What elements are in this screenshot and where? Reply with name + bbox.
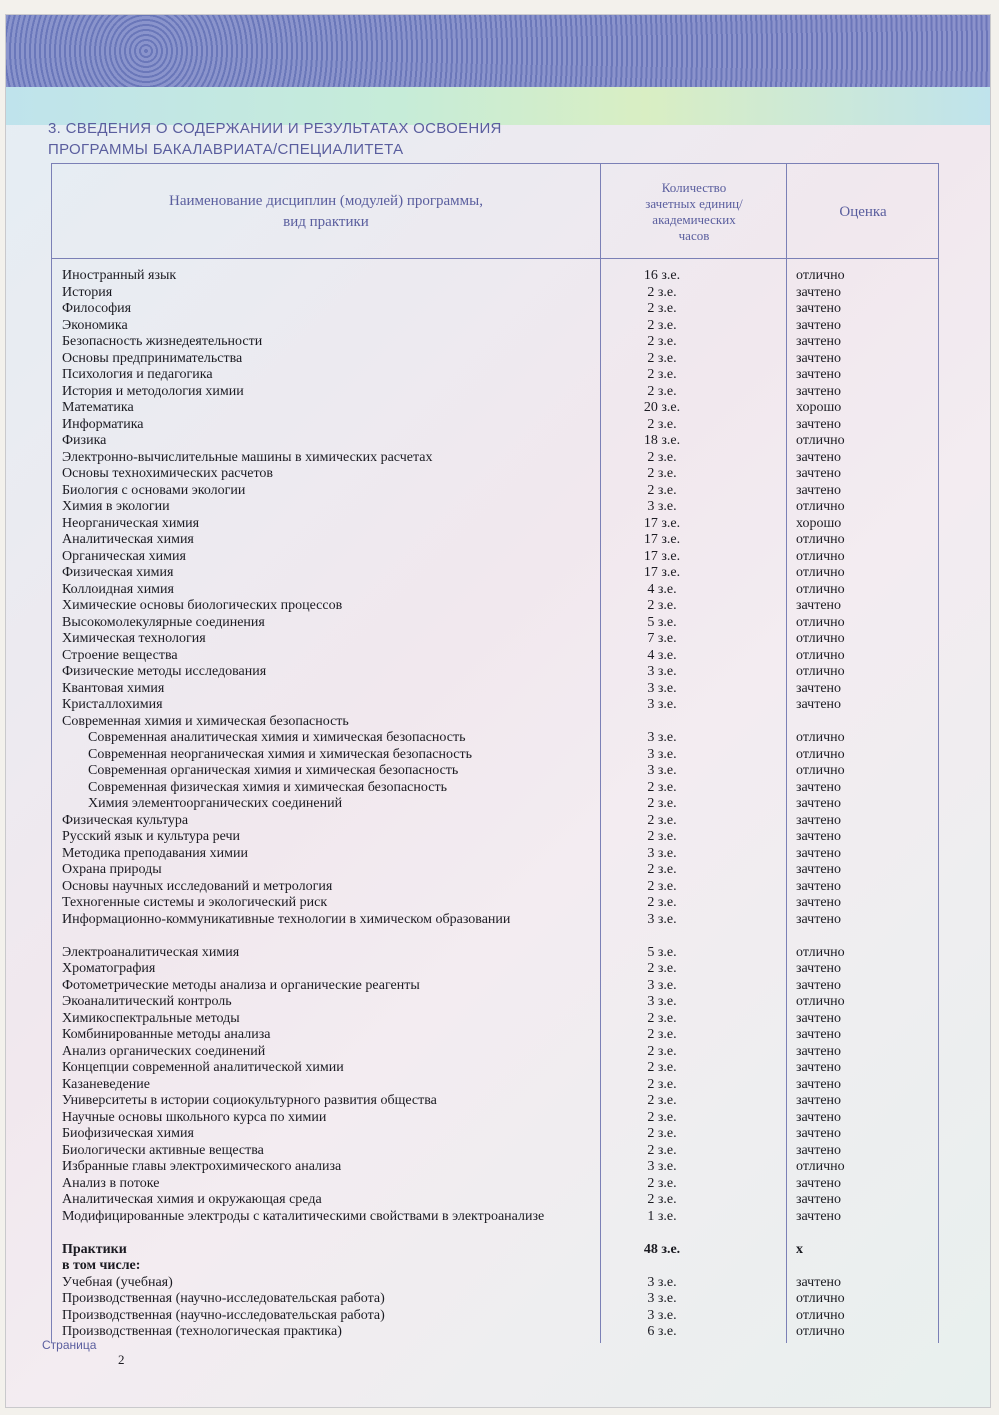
discipline-name: Электронно-вычислительные машины в химических расчетах bbox=[62, 449, 433, 465]
credit-units: 17 з.е. bbox=[643, 515, 681, 531]
grade: отлично bbox=[796, 664, 845, 679]
discipline-name: История bbox=[62, 284, 113, 300]
table-row bbox=[62, 532, 932, 549]
discipline-name: Учебная (учебная) bbox=[62, 1274, 173, 1290]
table-row bbox=[62, 351, 932, 368]
discipline-name: Информационно-коммуникативные технологии в химическом образовании bbox=[62, 911, 511, 927]
header-units-line-4: часов bbox=[678, 228, 710, 243]
credit-units: 3 з.е. bbox=[647, 977, 677, 993]
discipline-name: Философия bbox=[62, 301, 132, 316]
credit-units: 3 з.е. bbox=[647, 746, 677, 762]
discipline-name: Кристаллохимия bbox=[62, 697, 163, 712]
table-row bbox=[62, 1176, 932, 1193]
table-row bbox=[62, 664, 932, 681]
table-row bbox=[62, 829, 932, 846]
discipline-name: Концепции современной аналитической химии bbox=[62, 1060, 344, 1075]
credit-units: 5 з.е. bbox=[647, 614, 677, 630]
table-row bbox=[62, 1126, 932, 1143]
credit-units: 2 з.е. bbox=[647, 1043, 677, 1059]
credit-units: 3 з.е. bbox=[647, 763, 677, 778]
table-row bbox=[62, 1275, 932, 1292]
grade: отлично bbox=[796, 565, 845, 580]
credit-units: 2 з.е. bbox=[647, 1076, 677, 1092]
table-row bbox=[62, 1291, 932, 1308]
table-row bbox=[62, 466, 932, 483]
credit-units: 2 з.е. bbox=[647, 812, 677, 828]
credit-units: 4 з.е. bbox=[647, 581, 677, 597]
credit-units: 3 з.е. bbox=[647, 911, 677, 927]
discipline-name: Производственная (научно-исследовательская работа) bbox=[62, 1291, 385, 1306]
table-row bbox=[62, 582, 932, 599]
discipline-name: Физические методы исследования bbox=[62, 664, 267, 679]
grade: зачтено bbox=[796, 812, 842, 828]
credit-units: 2 з.е. bbox=[647, 1060, 677, 1075]
table-row bbox=[62, 912, 932, 945]
discipline-name: Информатика bbox=[62, 416, 144, 432]
discipline-name: Биофизическая химия bbox=[62, 1126, 194, 1141]
grade: зачтено bbox=[796, 383, 842, 399]
discipline-name: Основы предпринимательства bbox=[62, 350, 243, 366]
discipline-name: Избранные главы электрохимического анализа bbox=[62, 1159, 342, 1174]
grade: х bbox=[796, 1241, 803, 1257]
discipline-name: Производственная (технологическая практика) bbox=[62, 1324, 342, 1339]
table-row bbox=[62, 862, 932, 879]
discipline-name: Аналитическая химия и окружающая среда bbox=[62, 1192, 322, 1207]
credit-units: 2 з.е. bbox=[647, 449, 677, 465]
table-row bbox=[62, 1110, 932, 1127]
table-row bbox=[62, 895, 932, 912]
discipline-name: Университеты в истории социокультурного развития общества bbox=[62, 1093, 437, 1108]
table-row bbox=[62, 268, 932, 285]
table-row bbox=[62, 796, 932, 813]
table-row bbox=[62, 1308, 932, 1325]
credit-units: 17 з.е. bbox=[643, 565, 681, 580]
grade: зачтено bbox=[796, 301, 842, 316]
grade: зачтено bbox=[796, 598, 842, 613]
credit-units: 2 з.е. bbox=[647, 383, 677, 399]
discipline-name: Практики bbox=[62, 1241, 127, 1257]
section-heading-line-1: 3. СВЕДЕНИЯ О СОДЕРЖАНИИ И РЕЗУЛЬТАТАХ ОСВОЕНИЯ bbox=[48, 120, 502, 137]
discipline-name: Химия в экологии bbox=[62, 499, 170, 514]
credit-units: 2 з.е. bbox=[647, 350, 677, 366]
grade: зачтено bbox=[796, 350, 842, 366]
page-label: Страница bbox=[42, 1338, 97, 1352]
credit-units: 20 з.е. bbox=[643, 400, 681, 415]
discipline-name: Основы научных исследований и метрология bbox=[62, 878, 333, 894]
credit-units: 3 з.е. bbox=[647, 1159, 677, 1174]
credit-units: 3 з.е. bbox=[647, 664, 677, 679]
section-heading bbox=[48, 118, 648, 160]
grade: отлично bbox=[796, 614, 845, 630]
table-row bbox=[62, 1143, 932, 1160]
grade: зачтено bbox=[796, 961, 842, 976]
table-row bbox=[62, 978, 932, 995]
discipline-name: Органическая химия bbox=[62, 548, 186, 564]
table-row bbox=[62, 367, 932, 384]
credit-units: 2 з.е. bbox=[647, 1093, 677, 1108]
table-row bbox=[62, 813, 932, 830]
discipline-name: Строение вещества bbox=[62, 647, 178, 663]
discipline-name: Электроаналитическая химия bbox=[62, 944, 240, 960]
credit-units: 2 з.е. bbox=[647, 466, 677, 481]
discipline-name: Модифицированные электроды с каталитическими свойствами в электроанализе bbox=[62, 1208, 545, 1224]
table-row bbox=[62, 417, 932, 434]
discipline-name: Неорганическая химия bbox=[62, 515, 200, 531]
grade: зачтено bbox=[796, 911, 842, 927]
table-header-divider bbox=[51, 258, 939, 259]
header-units-line-1: Количество bbox=[661, 180, 727, 195]
discipline-name: Квантовая химия bbox=[62, 680, 165, 696]
discipline-name: Физика bbox=[62, 433, 107, 448]
credit-units: 2 з.е. bbox=[647, 878, 677, 894]
table-row bbox=[62, 384, 932, 401]
table-row bbox=[62, 714, 932, 731]
grade: хорошо bbox=[796, 515, 842, 531]
header-units-line-3: академических bbox=[652, 212, 736, 227]
discipline-name: Современная органическая химия и химическая безопасность bbox=[88, 763, 459, 778]
discipline-name: Физическая культура bbox=[62, 812, 189, 828]
grade: зачтено bbox=[796, 416, 842, 432]
discipline-name: Экономика bbox=[62, 317, 128, 333]
grade: зачтено bbox=[796, 367, 842, 382]
discipline-name: Производственная (научно-исследовательская работа) bbox=[62, 1307, 385, 1323]
header-units-line-2: зачетных единиц/ bbox=[645, 196, 743, 211]
credit-units: 3 з.е. bbox=[647, 1274, 677, 1290]
grade: зачтено bbox=[796, 796, 842, 811]
credit-units: 2 з.е. bbox=[647, 1142, 677, 1158]
table-row bbox=[62, 565, 932, 582]
grade: зачтено bbox=[796, 779, 842, 795]
table-row bbox=[62, 615, 932, 632]
discipline-name: Коллоидная химия bbox=[62, 581, 174, 597]
discipline-name: Химические основы биологических процессов bbox=[62, 598, 343, 613]
grade: зачтено bbox=[796, 1076, 842, 1092]
credit-units: 3 з.е. bbox=[647, 994, 677, 1009]
grade: зачтено bbox=[796, 680, 842, 696]
table-row bbox=[62, 747, 932, 764]
discipline-name: Современная аналитическая химия и химическая безопасность bbox=[88, 730, 466, 745]
grade: зачтено bbox=[796, 1126, 842, 1141]
table-row bbox=[62, 1258, 932, 1275]
grade: зачтено bbox=[796, 845, 842, 861]
grade: зачтено bbox=[796, 1093, 842, 1108]
discipline-name: Биология с основами экологии bbox=[62, 482, 246, 498]
credit-units: 3 з.е. bbox=[647, 697, 677, 712]
credit-units: 2 з.е. bbox=[647, 367, 677, 382]
discipline-name: Психология и педагогика bbox=[62, 367, 213, 382]
table-row bbox=[62, 1159, 932, 1176]
grade: отлично bbox=[796, 433, 845, 448]
grade: отлично bbox=[796, 763, 845, 778]
decorative-guilloche-band bbox=[6, 15, 990, 87]
credit-units: 2 з.е. bbox=[647, 779, 677, 795]
grade: зачтено bbox=[796, 862, 842, 877]
grade: отлично bbox=[796, 532, 845, 547]
credit-units: 3 з.е. bbox=[647, 1291, 677, 1306]
discipline-name: Охрана природы bbox=[62, 862, 162, 877]
discipline-name: Казаневедение bbox=[62, 1076, 150, 1092]
credit-units: 3 з.е. bbox=[647, 1307, 677, 1323]
table-row bbox=[62, 879, 932, 896]
credit-units: 2 з.е. bbox=[647, 317, 677, 333]
credit-units: 3 з.е. bbox=[647, 730, 677, 745]
grade: зачтено bbox=[796, 1208, 842, 1224]
grade: зачтено bbox=[796, 895, 842, 910]
grade: зачтено bbox=[796, 1274, 842, 1290]
discipline-name: Безопасность жизнедеятельности bbox=[62, 334, 263, 349]
grade: зачтено bbox=[796, 334, 842, 349]
table-row bbox=[62, 285, 932, 302]
grade: зачтено bbox=[796, 1010, 842, 1026]
grade: зачтено bbox=[796, 977, 842, 993]
table-row bbox=[62, 648, 932, 665]
table-row bbox=[62, 631, 932, 648]
table-row bbox=[62, 1060, 932, 1077]
table-row bbox=[62, 697, 932, 714]
credit-units: 2 з.е. bbox=[647, 416, 677, 432]
grade: отлично bbox=[796, 1159, 845, 1174]
grade: отлично bbox=[796, 647, 845, 663]
credit-units: 2 з.е. bbox=[647, 1175, 677, 1191]
grade: отлично bbox=[796, 944, 845, 960]
credit-units: 17 з.е. bbox=[643, 548, 681, 564]
grade: зачтено bbox=[796, 1043, 842, 1059]
table-row bbox=[62, 450, 932, 467]
grade: зачтено bbox=[796, 466, 842, 481]
table-row bbox=[62, 1027, 932, 1044]
credit-units: 2 з.е. bbox=[647, 862, 677, 877]
discipline-name: в том числе: bbox=[62, 1258, 141, 1273]
grade: отлично bbox=[796, 581, 845, 597]
credit-units: 18 з.е. bbox=[643, 433, 681, 448]
grade: зачтено bbox=[796, 1175, 842, 1191]
credit-units: 2 з.е. bbox=[647, 482, 677, 498]
table-row bbox=[62, 1324, 932, 1341]
grade: зачтено bbox=[796, 317, 842, 333]
credit-units: 5 з.е. bbox=[647, 944, 677, 960]
credit-units: 3 з.е. bbox=[647, 499, 677, 514]
discipline-name: Анализ в потоке bbox=[62, 1175, 160, 1191]
discipline-name: Фотометрические методы анализа и органические реагенты bbox=[62, 977, 420, 993]
grade: зачтено bbox=[796, 1192, 842, 1207]
grade: зачтено bbox=[796, 1142, 842, 1158]
table-row bbox=[62, 549, 932, 566]
table-row bbox=[62, 1077, 932, 1094]
table-row bbox=[62, 945, 932, 962]
discipline-name: Химия элементоорганических соединений bbox=[88, 796, 343, 811]
grade: отлично bbox=[796, 1324, 845, 1339]
table-row bbox=[62, 780, 932, 797]
credit-units: 2 з.е. bbox=[647, 1027, 677, 1042]
grade: зачтено bbox=[796, 482, 842, 498]
discipline-name: Аналитическая химия bbox=[62, 532, 194, 547]
table-row bbox=[62, 730, 932, 747]
credit-units: 48 з.е. bbox=[643, 1241, 681, 1257]
credit-units: 7 з.е. bbox=[647, 631, 677, 646]
header-credit-units bbox=[602, 168, 786, 256]
grade: зачтено bbox=[796, 697, 842, 712]
grade: зачтено bbox=[796, 1060, 842, 1075]
grade: отлично bbox=[796, 746, 845, 762]
discipline-name: Иностранный язык bbox=[62, 268, 177, 283]
table-row bbox=[62, 681, 932, 698]
discipline-name: Основы технохимических расчетов bbox=[62, 466, 274, 481]
table-row bbox=[62, 1011, 932, 1028]
table-row bbox=[62, 1209, 932, 1242]
discipline-name: Современная химия и химическая безопасность bbox=[62, 713, 349, 729]
table-row bbox=[62, 1044, 932, 1061]
table-row bbox=[62, 961, 932, 978]
discipline-name: Экоаналитический контроль bbox=[62, 994, 232, 1009]
credit-units: 2 з.е. bbox=[647, 284, 677, 300]
table-row bbox=[62, 763, 932, 780]
grade: отлично bbox=[796, 730, 845, 745]
table-row bbox=[62, 598, 932, 615]
discipline-name: Научные основы школьного курса по химии bbox=[62, 1109, 327, 1125]
table-row bbox=[62, 1242, 932, 1259]
grade: отлично bbox=[796, 1307, 845, 1323]
grade: отлично bbox=[796, 1291, 845, 1306]
discipline-name: Математика bbox=[62, 400, 134, 415]
grade: зачтено bbox=[796, 878, 842, 894]
discipline-name: Химическая технология bbox=[62, 631, 206, 646]
table-row bbox=[62, 483, 932, 500]
credit-units: 3 з.е. bbox=[647, 680, 677, 696]
table-row bbox=[62, 846, 932, 863]
grades-table-body bbox=[62, 268, 932, 1341]
credit-units: 2 з.е. bbox=[647, 1109, 677, 1125]
discipline-name: Русский язык и культура речи bbox=[62, 829, 241, 844]
credit-units: 2 з.е. bbox=[647, 796, 677, 811]
table-row bbox=[62, 318, 932, 335]
grade: зачтено bbox=[796, 1027, 842, 1042]
discipline-name: История и методология химии bbox=[62, 383, 244, 399]
discipline-name: Хроматография bbox=[62, 961, 156, 976]
table-row bbox=[62, 994, 932, 1011]
credit-units: 2 з.е. bbox=[647, 301, 677, 316]
credit-units: 2 з.е. bbox=[647, 334, 677, 349]
credit-units: 1 з.е. bbox=[647, 1208, 677, 1224]
grade: отлично bbox=[796, 631, 845, 646]
discipline-name: Анализ органических соединений bbox=[62, 1043, 266, 1059]
credit-units: 2 з.е. bbox=[647, 1010, 677, 1026]
credit-units: 4 з.е. bbox=[647, 647, 677, 663]
header-discipline-line-2: вид практики bbox=[283, 214, 369, 230]
table-row bbox=[62, 334, 932, 351]
grade: отлично bbox=[796, 499, 845, 514]
credit-units: 6 з.е. bbox=[647, 1324, 677, 1339]
discipline-name: Техногенные системы и экологический риск bbox=[62, 895, 328, 910]
table-row bbox=[62, 400, 932, 417]
credit-units: 2 з.е. bbox=[647, 1192, 677, 1207]
header-discipline-line-1: Наименование дисциплин (модулей) программы, bbox=[169, 193, 483, 209]
credit-units: 16 з.е. bbox=[643, 268, 681, 283]
discipline-name: Биологически активные вещества bbox=[62, 1142, 264, 1158]
table-row bbox=[62, 1093, 932, 1110]
credit-units: 2 з.е. bbox=[647, 829, 677, 844]
header-grade: Оценка bbox=[839, 203, 887, 220]
credit-units: 2 з.е. bbox=[647, 961, 677, 976]
credit-units: 2 з.е. bbox=[647, 598, 677, 613]
discipline-name: Высокомолекулярные соединения bbox=[62, 614, 265, 630]
grade: отлично bbox=[796, 548, 845, 564]
grade: отлично bbox=[796, 268, 845, 283]
page-number: 2 bbox=[118, 1352, 125, 1367]
header-discipline-name bbox=[52, 168, 600, 256]
credit-units: 2 з.е. bbox=[647, 895, 677, 910]
credit-units: 3 з.е. bbox=[647, 845, 677, 861]
table-row bbox=[62, 499, 932, 516]
grade: зачтено bbox=[796, 284, 842, 300]
grade: зачтено bbox=[796, 1109, 842, 1125]
discipline-name: Химикоспектральные методы bbox=[62, 1010, 240, 1026]
discipline-name: Современная неорганическая химия и химическая безопасность bbox=[88, 746, 473, 762]
grade: зачтено bbox=[796, 449, 842, 465]
grade: хорошо bbox=[796, 400, 842, 415]
discipline-name: Современная физическая химия и химическая безопасность bbox=[88, 779, 447, 795]
discipline-name: Физическая химия bbox=[62, 565, 174, 580]
section-heading-line-2: ПРОГРАММЫ БАКАЛАВРИАТА/СПЕЦИАЛИТЕТА bbox=[48, 141, 404, 158]
credit-units: 2 з.е. bbox=[647, 1126, 677, 1141]
credit-units: 17 з.е. bbox=[643, 532, 681, 547]
discipline-name: Методика преподавания химии bbox=[62, 845, 248, 861]
table-row bbox=[62, 516, 932, 533]
discipline-name: Комбинированные методы анализа bbox=[62, 1027, 271, 1042]
grade: отлично bbox=[796, 994, 845, 1009]
table-row bbox=[62, 433, 932, 450]
grade: зачтено bbox=[796, 829, 842, 844]
table-row bbox=[62, 1192, 932, 1209]
table-row bbox=[62, 301, 932, 318]
